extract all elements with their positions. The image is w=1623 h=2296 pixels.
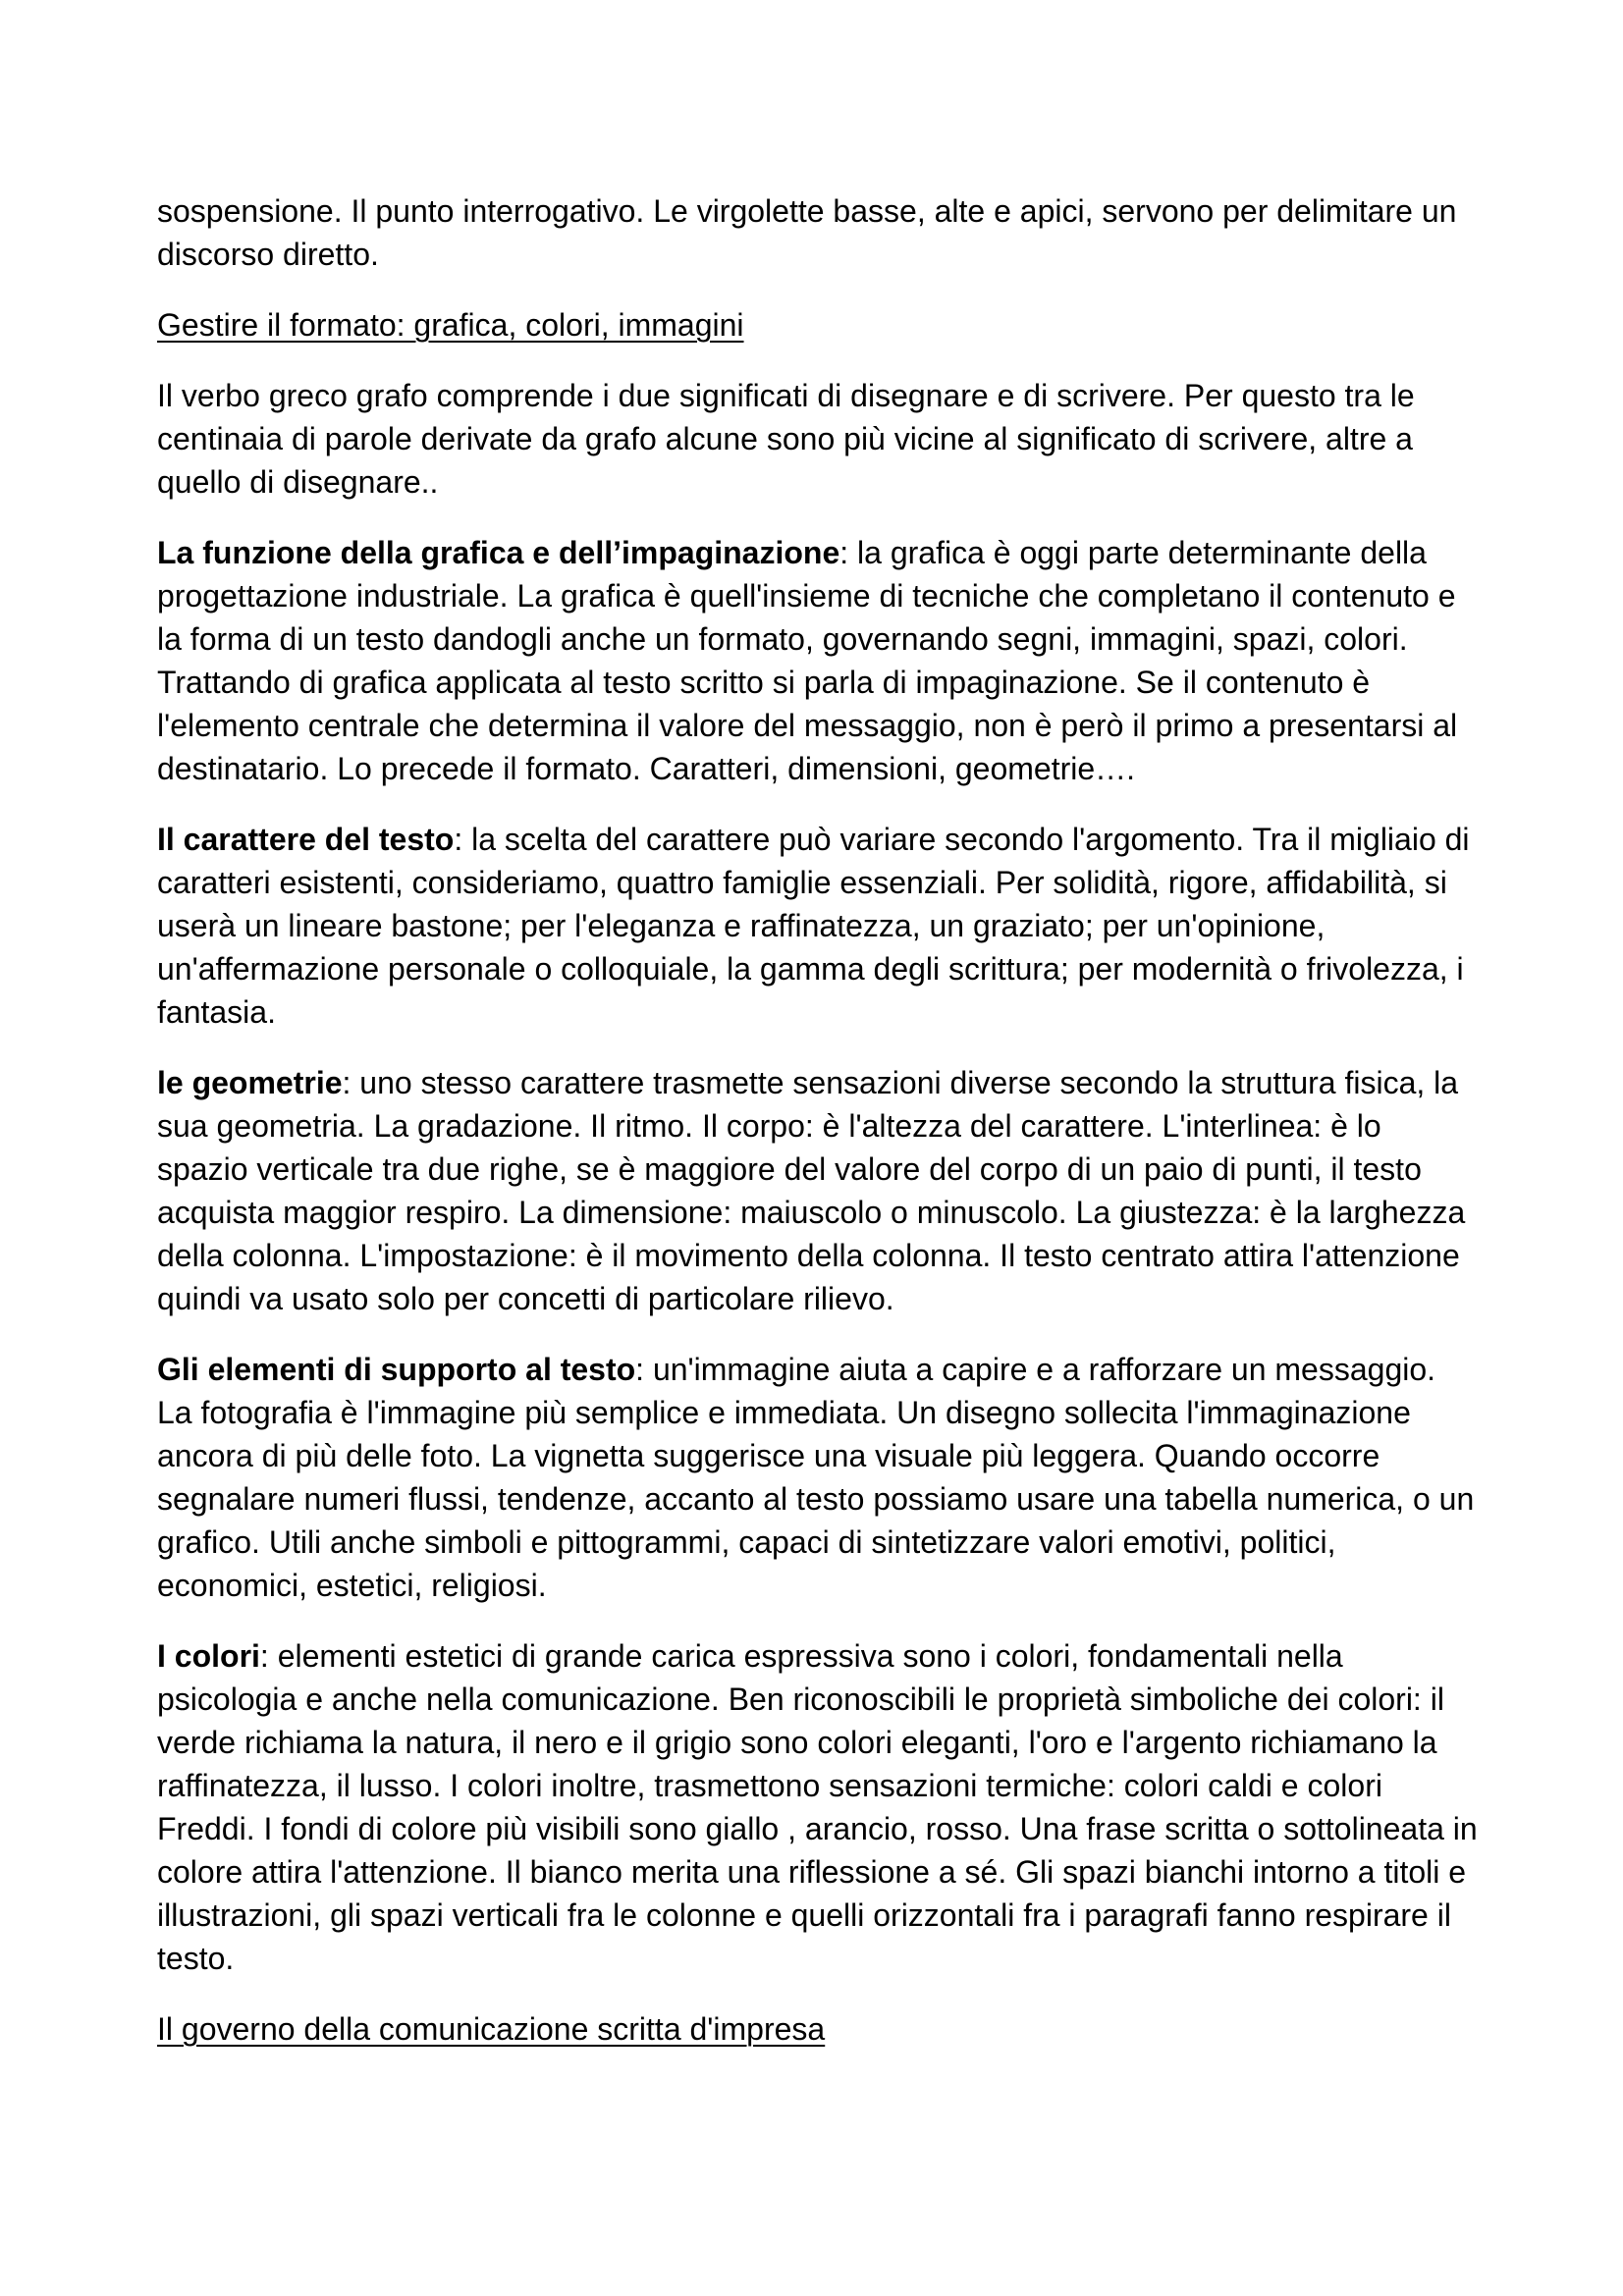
text-colori: : elementi estetici di grande carica espressiva sono i colori, fondamentali nella psicologia e anche nella comunicazione. Ben riconoscibili le proprietà simboliche dei colori: il verde richiama la natura, il nero e il grigio sono colori eleganti, l'oro e l'argento richiamano la raffinatezza, il lusso. I colori inoltre, trasmettono sensazioni termiche: colori caldi e colori Freddi. I fondi di colore più visibili sono giallo , arancio, rosso. Una frase scritta o sottolineata in colore attira l'attenzione. Il bianco merita una riflessione a sé. Gli spazi bianchi intorno a titoli e illustrazioni, gli spazi verticali fra le colonne e quelli orizzontali fra i paragrafi fanno respirare il testo. [157, 1638, 1478, 1976]
term-elementi-supporto: Gli elementi di supporto al testo [157, 1352, 636, 1387]
text-geometrie: : uno stesso carattere trasmette sensazioni diverse secondo la struttura fisica, la sua geometria. La gradazione. Il ritmo. Il corpo: è l'altezza del carattere. L'interlinea: è lo spazio verticale tra due righe, se è maggiore del valore del corpo di un paio di punti, il testo acquista maggior respiro. La dimensione: maiuscolo o minuscolo. La giustezza: è la larghezza della colonna. L'impostazione: è il movimento della colonna. Il testo centrato attira l'attenzione quindi va usato solo per concetti di particolare rilievo. [157, 1065, 1466, 1316]
term-colori: I colori [157, 1638, 260, 1674]
text-funzione-grafica: : la grafica è oggi parte determinante della progettazione industriale. La grafica è quell'insieme di tecniche che completano il contenuto e la forma di un testo dandogli anche un formato, governando segni, immagini, spazi, colori. Trattando di grafica applicata al testo scritto si parla di impaginazione. Se il contenuto è l'elemento centrale che determina il valore del messaggio, non è però il primo a presentarsi al destinatario. Lo precede il formato. Caratteri, dimensioni, geometrie…. [157, 535, 1458, 786]
paragraph-grafo: Il verbo greco grafo comprende i due significati di disegnare e di scrivere. Per questo tra le centinaia di parole derivate da grafo alcune sono più vicine al significato di scrivere, altre a quello di disegnare.. [157, 378, 1415, 500]
intro-paragraph: sospensione. Il punto interrogativo. Le virgolette basse, alte e apici, servono per delimitare un discorso diretto. [157, 193, 1457, 272]
section-heading-governo: Il governo della comunicazione scritta d'impresa [157, 2011, 826, 2047]
paragraph-funzione-grafica [157, 531, 1478, 790]
term-funzione-grafica: La funzione della grafica e dell’impaginazione [157, 535, 840, 570]
term-carattere: Il carattere del testo [157, 822, 455, 857]
paragraph-geometrie [157, 1061, 1478, 1320]
paragraph-carattere [157, 818, 1478, 1034]
text-elementi-supporto: : un'immagine aiuta a capire e a rafforzare un messaggio. La fotografia è l'immagine più semplice e immediata. Un disegno sollecita l'immaginazione ancora di più delle foto. La vignetta suggerisce una visuale più leggera. Quando occorre segnalare numeri flussi, tendenze, accanto al testo possiamo usare una tabella numerica, o un grafico. Utili anche simboli e pittogrammi, capaci di sintetizzare valori emotivi, politici, economici, estetici, religiosi. [157, 1352, 1475, 1603]
term-geometrie: le geometrie [157, 1065, 343, 1100]
section-heading-formato: Gestire il formato: grafica, colori, immagini [157, 307, 744, 343]
paragraph-elementi-supporto [157, 1348, 1478, 1607]
text-carattere: : la scelta del carattere può variare secondo l'argomento. Tra il migliaio di caratteri esistenti, consideriamo, quattro famiglie essenziali. Per solidità, rigore, affidabilità, si userà un lineare bastone; per l'eleganza e raffinatezza, un graziato; per un'opinione, un'affermazione personale o colloquiale, la gamma degli scrittura; per modernità o frivolezza, i fantasia. [157, 822, 1470, 1030]
paragraph-colori [157, 1634, 1478, 1980]
document-page [157, 189, 1478, 2078]
